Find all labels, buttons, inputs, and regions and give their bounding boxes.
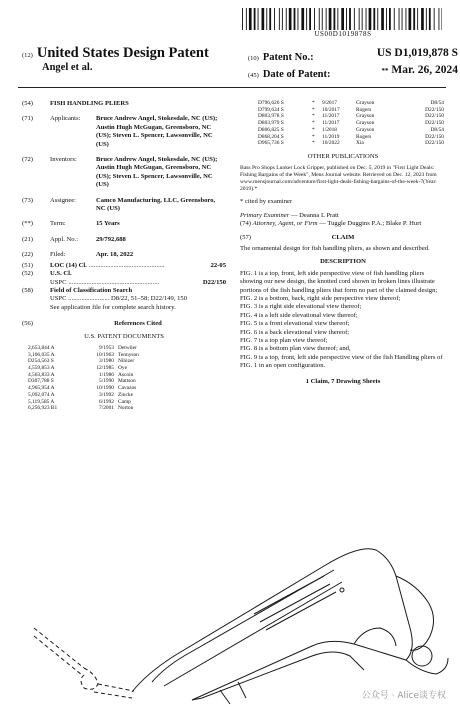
authors: Angel et al. (42, 62, 93, 73)
field-code: (52) (22, 270, 33, 278)
attorney-label: Attorney, Agent, or Firm (252, 220, 318, 228)
barcode-bar (413, 8, 415, 30)
ref-name: Camp (118, 398, 131, 405)
field-code: (22) (22, 251, 33, 259)
ref-date: 10/2022 (322, 140, 340, 147)
ref-date: 7/2001 (99, 405, 114, 412)
ref-name: Xia (356, 140, 364, 147)
patent-drawing (24, 478, 454, 706)
reference-row (240, 134, 446, 141)
barcode-bar (369, 8, 372, 30)
field-search-label: Field of Classification Search (50, 286, 133, 294)
jaw (396, 576, 434, 650)
ref-star: * (312, 100, 315, 106)
ref-number: D254,563 S (28, 358, 54, 365)
barcode-bar (282, 8, 283, 30)
cord-broken-line (34, 636, 82, 675)
field-code: (54) (22, 100, 33, 107)
barcode-bar (402, 8, 403, 30)
ref-star: * (312, 133, 315, 140)
patent-date: Mar. 26, 2024 (391, 64, 458, 76)
ref-date: 9/2017 (322, 100, 337, 106)
barcode-bar (322, 8, 323, 30)
loc-dots: .............................................. (88, 261, 165, 269)
field-search-uspc: USPC ......................... D8/22, 51–58; D22/149, 150 (50, 295, 188, 303)
ref-name: Tennyson (118, 351, 139, 358)
ref-name: Mattson (118, 378, 136, 385)
description-list (240, 270, 446, 371)
barcode-bar (386, 8, 387, 30)
references-list-continued (240, 100, 446, 147)
field-search-note: See application file for complete search history. (50, 303, 176, 311)
barcode-bar (346, 8, 347, 30)
ref-number: 6,256,923 B1 (28, 405, 58, 412)
references-list (22, 345, 226, 412)
header-code-10: (10) (248, 55, 259, 62)
uscl-label: U.S. Cl. (50, 270, 72, 278)
barcode-bar (314, 8, 315, 30)
watermark: 公众号 · Alice谈专权 (361, 691, 446, 701)
reference-row (28, 378, 226, 385)
ref-name: Oye (118, 365, 127, 372)
ref-star: * (312, 106, 315, 113)
ref-name: Grayson (356, 120, 375, 127)
barcode-bar (373, 8, 375, 30)
barcode-bar (354, 8, 355, 30)
ref-number: 4,563,833 A (28, 371, 55, 378)
appl-value: 29/792,688 (96, 235, 126, 243)
references-cited-label: References Cited (114, 320, 162, 328)
ref-name: Zincke (118, 391, 133, 398)
ref-date: 1/1986 (99, 371, 114, 378)
reference-row (240, 120, 446, 127)
filed-value: Apr. 18, 2022 (96, 251, 134, 259)
ref-star: * (312, 113, 315, 120)
description-item: FIG. 8 is a bottom plan view thereof; and, (240, 345, 351, 353)
description-item: FIG. 9 is a top, front, left side perspective view of the fish Handling pliers of FIG. 1 in an open configuration. (240, 353, 443, 370)
barcode-number: US00D1019878S (314, 30, 372, 38)
reference-row (28, 345, 226, 352)
other-publications-text: Bass Pro Shops Lunker Lock Gripper, published on Dec. 5, 2019 in "First Light Deals: Fishing Bargains of the Week", Mens Journal website. Retrieved on Dec. 12, 2023 from www.mensjournal.com/adventure/first-light-deals-fishing-bargains-of-the-week-7(Year: 2019).* (240, 165, 437, 193)
field-code: (73) (22, 196, 33, 204)
ref-star: * (312, 120, 315, 127)
ref-date: 11/2017 (322, 113, 340, 120)
ref-date: 10/1990 (96, 385, 114, 392)
ref-number: 2,653,844 A (28, 344, 55, 351)
jaw (406, 658, 448, 674)
description-label: DESCRIPTION (320, 258, 366, 266)
reference-row (28, 352, 226, 359)
handle-ridge (164, 582, 342, 686)
ref-name: Grayson (356, 100, 375, 106)
trigger (220, 690, 230, 704)
description-item: FIG. 6 is a back elevational view thereof; (240, 328, 350, 336)
barcode-bar (406, 8, 407, 30)
ref-date: 12/1985 (96, 365, 114, 372)
handle-grip (254, 576, 336, 630)
reference-row (28, 365, 226, 372)
uspc-label: USPC (50, 278, 67, 286)
description-item: FIG. 3 is a right side elevational view thereof; (240, 303, 362, 311)
ref-class: D8/54 (430, 100, 444, 106)
assignee-label: Assignee: (50, 196, 77, 204)
barcode (242, 8, 442, 30)
barcode-bar (337, 8, 338, 30)
description-item: FIG. 4 is a left side elevational view thereof; (240, 311, 358, 319)
field-code: (**) (22, 220, 33, 228)
hinge-pin (354, 628, 396, 646)
filed-label: Filed: (50, 251, 66, 259)
ref-date: 5/1990 (99, 378, 114, 385)
lower-handle (192, 652, 364, 700)
barcode-bar (349, 8, 351, 30)
ref-date: 3/1980 (99, 358, 114, 365)
reference-row (28, 372, 226, 379)
ref-class: D8/54 (430, 126, 444, 133)
barcode-bar (426, 8, 427, 30)
cord-broken-line (34, 628, 84, 668)
barcode-bar (409, 8, 412, 30)
barcode-bar (421, 8, 424, 30)
ref-star: * (312, 140, 315, 147)
barcode-bar (242, 8, 243, 30)
us-patent-documents-label: U.S. PATENT DOCUMENTS (84, 332, 164, 340)
ref-date: 10/2017 (322, 106, 340, 113)
barcode-bar (434, 8, 435, 30)
ref-date: 1/2018 (322, 126, 337, 133)
cord-broken-line (81, 668, 98, 689)
left-column (22, 100, 226, 412)
term-label: Term: (50, 220, 66, 228)
ref-number: D965,736 S (258, 140, 284, 147)
field-code: (72) (22, 156, 33, 164)
header-code-12: (12) (22, 52, 33, 59)
barcode-bar (377, 8, 378, 30)
ref-name: Rogers (356, 133, 372, 140)
barcode-bar (326, 8, 327, 30)
barcode-bar (274, 8, 275, 30)
barcode-bar (417, 8, 418, 30)
uspc-dots: ....................................................... (68, 278, 160, 286)
ref-date: 10/1963 (96, 351, 114, 358)
reference-row (28, 405, 226, 412)
handle-ridge (152, 570, 334, 682)
description-item: FIG. 5 is a front elevational view thereof; (240, 320, 350, 328)
examiner-label: Primary Examiner (240, 211, 290, 219)
barcode-bar (319, 8, 320, 30)
ref-name: Grayson (356, 113, 375, 120)
reference-row (28, 392, 226, 399)
ref-date: 6/1992 (99, 398, 114, 405)
ref-number: 5,092,074 A (28, 391, 55, 398)
description-item: FIG. 7 is a top plan view thereof; (240, 337, 328, 345)
barcode-bar (279, 8, 280, 30)
reference-row (240, 100, 446, 107)
barcode-bar (294, 8, 296, 30)
jaw-opening (412, 646, 432, 666)
barcode-bar (394, 8, 395, 30)
ref-name: Cavazos (118, 385, 137, 392)
barcode-bar (341, 8, 344, 30)
trigger (238, 682, 246, 698)
ref-number: D803,978 S (258, 113, 284, 120)
term-value: 15 Years (96, 220, 120, 228)
design-title: FISH HANDLING PLIERS (50, 100, 129, 107)
ref-number: 4,965,954 A (28, 385, 55, 392)
reference-row (240, 127, 446, 134)
header-rule (18, 87, 446, 88)
ref-date: 3/1992 (99, 391, 114, 398)
claim-label: CLAIM (331, 233, 355, 241)
ref-number: D307,788 S (28, 378, 54, 385)
ref-class: D22/150 (425, 113, 444, 120)
ref-number: D806,825 S (258, 126, 284, 133)
patent-no-label: Patent No.: (262, 52, 314, 63)
barcode-bar (266, 8, 267, 30)
reference-row (240, 113, 446, 120)
ref-name: Rogers (356, 106, 372, 113)
barcode-bar (306, 8, 307, 30)
reference-row (28, 358, 226, 365)
barcode-bar (399, 8, 400, 30)
barcode-bar (329, 8, 332, 30)
claims-summary: 1 Claim, 7 Drawing Sheets (305, 377, 381, 385)
patent-number: US D1,019,878 S (376, 47, 458, 59)
barcode-bar (298, 8, 299, 30)
ref-name: Nihizer (118, 358, 135, 365)
cord-broken-line (94, 692, 132, 698)
ref-name: Ascoin (118, 371, 134, 378)
date-mark: ** (381, 67, 389, 75)
ref-number: 4,559,853 A (28, 365, 55, 372)
ref-name: Detwiler (118, 344, 137, 351)
reference-row (240, 107, 446, 114)
barcode-bar (262, 8, 265, 30)
reference-row (240, 140, 446, 147)
barcode-bar (289, 8, 292, 30)
ref-number: D803,979 S (258, 120, 284, 127)
assignee-value: Camco Manufacturing, LLC, Greensboro, NC (US) (96, 196, 216, 213)
ref-name: Norton (118, 405, 134, 412)
applicants-label: Applicants: (50, 115, 81, 123)
barcode-bar (246, 8, 247, 30)
upper-handle (132, 549, 412, 700)
barcode-bar (258, 8, 259, 30)
field-code: (51) (22, 261, 33, 269)
barcode-bar (269, 8, 271, 30)
description-item: FIG. 1 is a top, front, left side perspective view of fish handling pliers showing our new design, the knotted cord shown in broken lines illustrate portions of the fish handling pliers that form no part of the claimed design; (240, 269, 438, 294)
barcode-bar (334, 8, 336, 30)
pivot (340, 588, 344, 592)
barcode-bar (249, 8, 252, 30)
field-code: (58) (22, 286, 33, 294)
barcode-bar (286, 8, 287, 30)
field-code: (21) (22, 235, 33, 243)
appl-label: Appl. No.: (50, 235, 79, 243)
ref-star: * (312, 126, 315, 133)
field-code: (71) (22, 115, 33, 123)
ref-date: 11/2019 (322, 133, 340, 140)
claim-code: (57) (240, 233, 251, 241)
examiner-value: — Deanna L Pratt (289, 211, 339, 219)
description-item: FIG. 2 is a bottom, back, right side perspective view thereof; (240, 294, 401, 302)
ref-number: D868,204 S (258, 133, 284, 140)
date-label: Date of Patent: (262, 69, 331, 80)
ref-number: 5,119,585 A (28, 398, 55, 405)
ref-number: D799,634 S (258, 106, 284, 113)
barcode-bar (381, 8, 384, 30)
barcode-bar (359, 8, 360, 30)
barcode-bar (366, 8, 367, 30)
ref-class: D22/150 (425, 140, 444, 147)
ref-name: Grayson (356, 126, 375, 133)
ref-number: D796,626 S (258, 100, 284, 106)
attorney-code: (74) (240, 220, 251, 228)
barcode-bar (301, 8, 304, 30)
inventors-label: Inventors: (50, 156, 77, 164)
other-publications-label: OTHER PUBLICATIONS (307, 152, 379, 160)
applicants-value: Bruce Andrew Angel, Stokesdale, NC (US); Austin Hugh McGugan, Greensboro, NC (US); Steven L. Spencer, Lawsonville, NC (US) (96, 115, 218, 148)
right-column (240, 100, 446, 386)
ref-class: D22/150 (425, 133, 444, 140)
barcode-bar (254, 8, 256, 30)
uspc-value: D22/150 (202, 278, 226, 286)
ref-date: 9/1953 (99, 344, 114, 351)
header-code-45: (45) (248, 72, 259, 79)
inventors-value: Bruce Andrew Angel, Stokesdale, NC (US); Austin Hugh McGugan, Greensboro, NC (US); Steven L. Spencer, Lawsonville, NC (US) (96, 156, 218, 189)
barcode-bar (309, 8, 311, 30)
cord-broken-line (98, 684, 134, 691)
ref-class: D22/150 (425, 106, 444, 113)
barcode-bar (442, 8, 443, 30)
barcode-bar (439, 8, 440, 30)
barcode-bar (389, 8, 391, 30)
ref-number: 3,106,035 A (28, 351, 55, 358)
field-code: (56) (22, 320, 33, 328)
patent-type-title: United States Design Patent (36, 45, 209, 61)
barcode-bar (362, 8, 363, 30)
loc-value: 22-05 (210, 261, 226, 269)
ref-date: 11/2017 (322, 120, 340, 127)
claim-text: The ornamental design for fish handling pliers, as shown and described. (240, 244, 430, 252)
reference-row (28, 399, 226, 406)
ref-class: D22/150 (425, 120, 444, 127)
reference-row (28, 385, 226, 392)
barcode-bar (429, 8, 431, 30)
cited-by-examiner: * cited by examiner (240, 198, 293, 206)
attorney-value: — Tuggle Duggins P.A.; Blake P. Hurt (317, 220, 422, 228)
loc-label: LOC (14) Cl. (50, 261, 87, 269)
